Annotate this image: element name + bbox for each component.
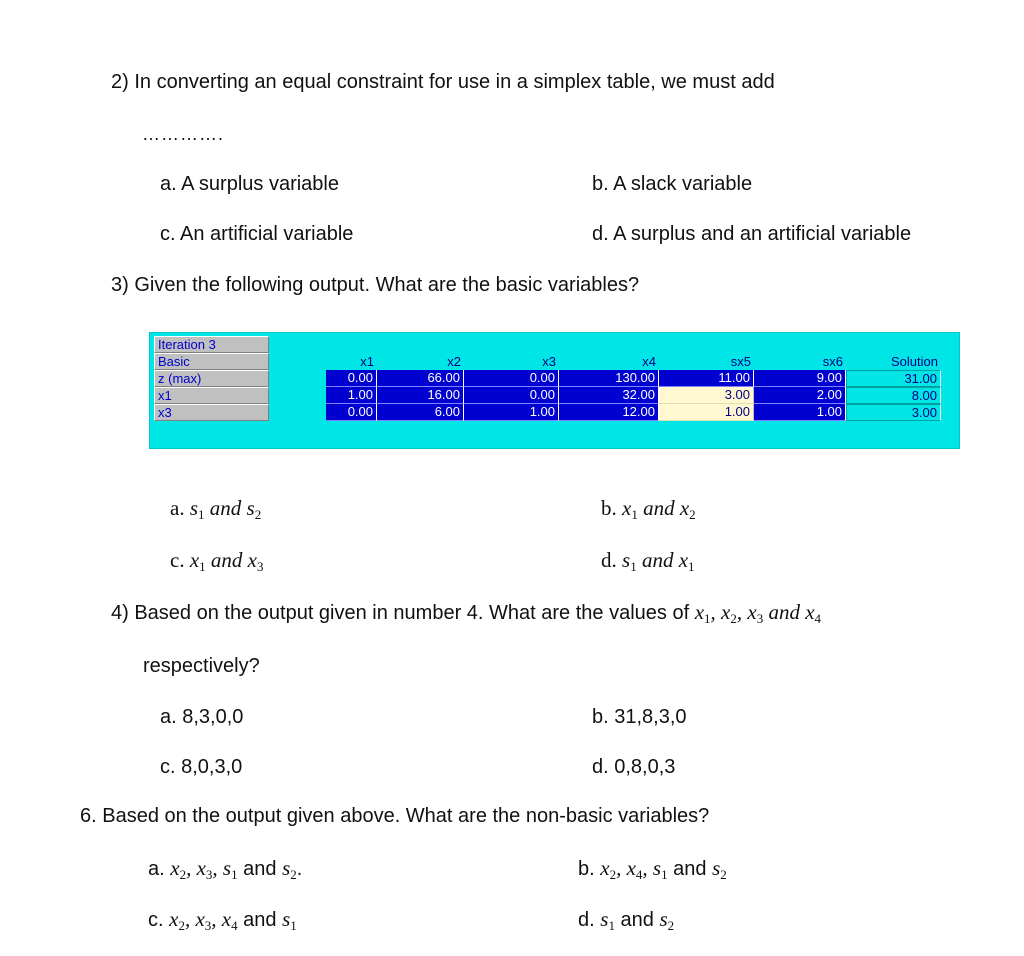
- table-cell: 0.00: [326, 404, 377, 421]
- q3-option-d: d. $s_1$ and $x_1$: [601, 548, 695, 574]
- table-cell: 1.00: [326, 387, 377, 404]
- table-cell: 0.00: [464, 387, 559, 404]
- q2-option-c: c. An artificial variable: [160, 223, 354, 245]
- table-row-label: x1: [154, 387, 269, 404]
- q4-question-continued: respectively?: [143, 655, 260, 677]
- q3-option-b: b. $x_1$ and $x_2$: [601, 496, 696, 522]
- table-row-label: z (max): [154, 370, 269, 387]
- q6-option-b: b. $x_2$, $x_4$, $s_1$ and $s_2$: [578, 856, 727, 882]
- q4-option-c: c. 8,0,3,0: [160, 756, 243, 778]
- table-cell: 32.00: [559, 387, 659, 404]
- table-title: Iteration 3: [154, 336, 269, 353]
- q2-option-a: a. A surplus variable: [160, 173, 339, 195]
- table-cell: 1.00: [659, 404, 754, 421]
- column-header: x4: [642, 355, 656, 369]
- column-header: x3: [542, 355, 556, 369]
- q6-option-a: a. $x_2$, $x_3$, $s_1$ and $s_2$.: [148, 856, 303, 882]
- table-cell: 1.00: [754, 404, 846, 421]
- table-cell: 0.00: [326, 370, 377, 387]
- table-cell-solution: 31.00: [846, 370, 941, 387]
- table-cell: 66.00: [377, 370, 464, 387]
- q6-option-c: c. $x_2$, $x_3$, $x_4$ and $s_1$: [148, 907, 297, 933]
- q4-option-b: b. 31,8,3,0: [592, 706, 687, 728]
- column-header: x1: [360, 355, 374, 369]
- table-row-label: x3: [154, 404, 269, 421]
- table-cell: 130.00: [559, 370, 659, 387]
- q3-option-a: a. $s_1$ and $s_2$: [170, 496, 262, 522]
- table-cell: 16.00: [377, 387, 464, 404]
- table-cell-solution: 8.00: [846, 387, 941, 404]
- q2-option-d: d. A surplus and an artificial variable: [592, 223, 912, 245]
- table-cell-solution: 3.00: [846, 404, 941, 421]
- q3-question: 3) Given the following output. What are the basic variables?: [111, 274, 640, 296]
- q4-question: 4) Based on the output given in number 4. What are the values of $x_1$, $x_2$, $x_3$ and $x_4$: [111, 600, 822, 626]
- table-cell: 2.00: [754, 387, 846, 404]
- table-cell: 3.00: [659, 387, 754, 404]
- table-cell: 9.00: [754, 370, 846, 387]
- table-cell: 6.00: [377, 404, 464, 421]
- table-corner-basic: Basic: [154, 353, 269, 370]
- q3-option-c: c. $x_1$ and $x_3$: [170, 548, 264, 574]
- q2-dots: ………….: [142, 124, 225, 144]
- table-cell: 12.00: [559, 404, 659, 421]
- q2-option-b: b. A slack variable: [592, 173, 753, 195]
- column-header: sx6: [822, 355, 843, 369]
- q6-option-d: d. $s_1$ and $s_2$: [578, 907, 675, 933]
- table-cell: 1.00: [464, 404, 559, 421]
- table-cell: 0.00: [464, 370, 559, 387]
- table-cell: 11.00: [659, 370, 754, 387]
- column-header: x2: [447, 355, 461, 369]
- column-header: sx5: [730, 355, 751, 369]
- simplex-output-table: [149, 332, 960, 449]
- column-header: Solution: [891, 355, 938, 369]
- q4-option-a: a. 8,3,0,0: [160, 706, 244, 728]
- q4-option-d: d. 0,8,0,3: [592, 756, 676, 778]
- q6-question: 6. Based on the output given above. What are the non-basic variables?: [80, 805, 710, 827]
- q2-question: 2) In converting an equal constraint for use in a simplex table, we must add: [111, 71, 775, 93]
